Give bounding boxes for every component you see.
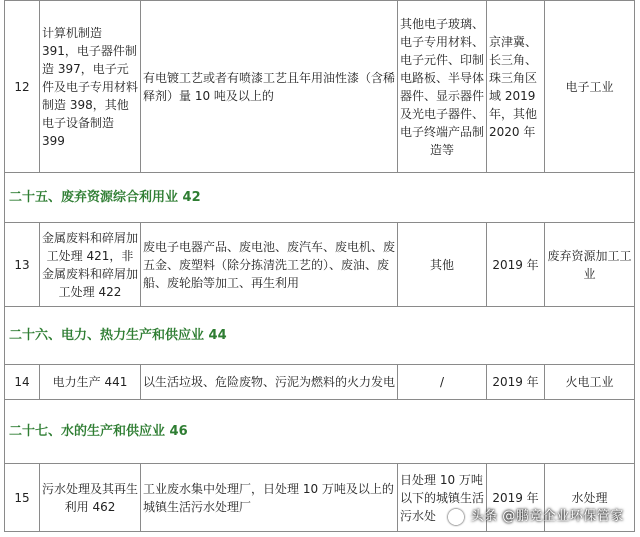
industry-type: 废弃资源加工工业: [545, 223, 635, 307]
table-row: [5, 223, 635, 307]
key-management-scope: 废电子电器产品、废电池、废汽车、废电机、废五金、废塑料（除分拣清洗工艺的）、废油、废船、废轮胎等加工、再生利用: [141, 223, 398, 307]
table-row: [5, 1, 635, 173]
section-header-row: [5, 307, 635, 365]
key-management-scope: 工业废水集中处理厂，日处理 10 万吨及以上的城镇生活污水处理厂: [141, 464, 398, 532]
watermark-text: 头条 @鹏竞企业环保管家: [470, 509, 624, 524]
implementation-year: 2019 年: [487, 223, 545, 307]
row-number: 15: [5, 464, 40, 532]
simplified-management-scope: /: [398, 365, 487, 400]
section-title: 二十六、电力、热力生产和供应业 44: [5, 307, 635, 365]
key-management-scope: 有电镀工艺或者有喷漆工艺且年用油性漆（含稀释剂）量 10 吨及以上的: [141, 1, 398, 173]
permit-classification-table: [4, 0, 635, 532]
industry-type: 水处理: [545, 464, 635, 532]
industry-type: 电子工业: [545, 1, 635, 173]
implementation-year: 2019 年: [487, 365, 545, 400]
table-row: [5, 365, 635, 400]
section-title: 二十七、水的生产和供应业 46: [5, 400, 635, 464]
section-header-row: [5, 400, 635, 464]
industry-category: 计算机制造 391，电子器件制造 397，电子元件及电子专用材料制造 398，其他电子设备制造 399: [40, 1, 141, 173]
watermark: [448, 505, 624, 525]
section-title: 二十五、废弃资源综合利用业 42: [5, 173, 635, 223]
row-number: 13: [5, 223, 40, 307]
industry-category: 金属废料和碎屑加工处理 421，非金属废料和碎屑加工处理 422: [40, 223, 141, 307]
implementation-year: 2019 年: [487, 464, 545, 532]
industry-type: 火电工业: [545, 365, 635, 400]
row-number: 14: [5, 365, 40, 400]
industry-category: 电力生产 441: [40, 365, 141, 400]
row-number: 12: [5, 1, 40, 173]
simplified-management-scope: 其他: [398, 223, 487, 307]
simplified-management-scope: 日处理 10 万吨以下的城镇生活污水处: [398, 464, 487, 532]
industry-category: 污水处理及其再生利用 462: [40, 464, 141, 532]
key-management-scope: 以生活垃圾、危险废物、污泥为燃料的火力发电: [141, 365, 398, 400]
section-header-row: [5, 173, 635, 223]
simplified-management-scope: 其他电子玻璃、电子专用材料、电子元件、印制电路板、半导体器件、显示器件及光电子器件、电子终端产品制造等: [398, 1, 487, 173]
watermark-logo-icon: [448, 509, 464, 525]
implementation-year: 京津冀、长三角、珠三角区域 2019 年，其他 2020 年: [487, 1, 545, 173]
